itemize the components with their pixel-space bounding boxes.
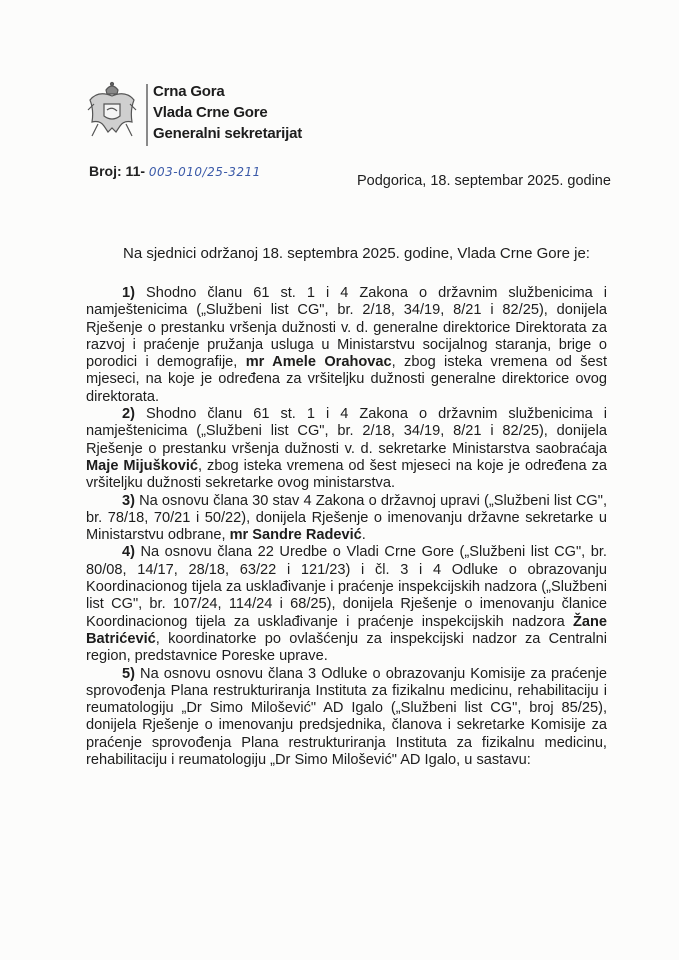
org-line-government: Vlada Crne Gore: [153, 104, 268, 121]
decisions-body: [86, 285, 607, 769]
session-intro: Na sjednici održanoj 18. septembra 2025. godine, Vlada Crne Gore je:: [123, 245, 590, 262]
decision-item-2: 2) Shodno članu 61 st. 1 i 4 Zakona o državnim službenicima i namještenicima („Službeni list CG", br. 2/18, 34/19, 8/21 i 82/25), donijela Rješenje o prestanku vršenja dužnosti v. d. sekretarke Ministarstva saobraćaja Maje Mijušković, zbog isteka vremena od šest mjeseci na koje je određena za vršiteljku dužnosti sekretarke ovog ministarstva.: [86, 406, 607, 492]
place-date: Podgorica, 18. septembar 2025. godine: [357, 173, 611, 189]
person-name: mr Amele Orahovac: [245, 354, 392, 371]
reference-label: Broj: 11-: [89, 163, 146, 179]
issuing-organization: [153, 81, 302, 144]
decision-item-5: 5) Na osnovu osnovu člana 3 Odluke o obrazovanju Komisije za praćenje sprovođenja Plana restrukturiranja Instituta za fizikalnu medicinu, rehabilitaciju i reumatologiju „Dr Simo Milošević" AD Igalo („Službeni list CG", broj 85/25), donijela Rješenje o imenovanju predsjednika, članova i sekretarke Komisije za praćenje sprovođenja Plana restrukturiranja Instituta za fizikalnu medicinu, rehabilitaciju i reumatologiju „Dr Simo Milošević" AD Igalo, u sastavu:: [86, 665, 607, 769]
reference-handwritten: 003-010/25-3211: [148, 165, 261, 179]
header-divider: [146, 84, 148, 146]
decision-item-4: 4) Na osnovu člana 22 Uredbe o Vladi Crne Gore („Službeni list CG", br. 80/08, 14/17, 28/18, 63/22 i 121/23) i čl. 3 i 4 Odluke o obrazovanju Koordinacionog tijela za usklađivanje i praćenje inspekcijskih nadzora („Službeni list CG", br. 107/24, 114/24 i 68/25), donijela Rješenje o imenovanju članice Koordinacionog tijela za usklađivanje i praćenje inspekcijskih nadzora Žane Batrićević, koordinatorke po ovlašćenju za inspekcijski nadzor za Centralni region, predstavnice Poreske uprave.: [86, 544, 607, 665]
montenegro-coat-of-arms-icon: [84, 80, 140, 140]
person-name: Žane Batrićević: [86, 613, 607, 647]
org-line-country: Crna Gora: [153, 83, 225, 100]
person-name: mr Sandre Radević: [229, 527, 362, 544]
org-line-secretariat: Generalni sekretarijat: [153, 125, 303, 142]
reference-number: [89, 163, 261, 179]
person-name: Maje Mijušković: [86, 457, 199, 474]
decision-item-3: 3) Na osnovu člana 30 stav 4 Zakona o državnoj upravi („Službeni list CG", br. 78/18, 70/21 i 50/22), donijela Rješenje o imenovanju državne sekretarke u Ministarstvu odbrane, mr Sandre Radević.: [86, 492, 607, 544]
decision-item-1: 1) Shodno članu 61 st. 1 i 4 Zakona o državnim službenicima i namještenicima („Službeni list CG", br. 2/18, 34/19, 8/21 i 82/25), donijela Rješenje o prestanku vršenja dužnosti v. d. generalne direktorice Direktorata za razvoj i praćenje pružanja usluga u Ministarstvu socijalnog staranja, brige o porodici i demografije, mr Amele Orahovac, zbog isteka vremena od šest mjeseci, na koje je određena za vršiteljku dužnosti generalne direktorice ovog direktorata.: [86, 285, 607, 405]
